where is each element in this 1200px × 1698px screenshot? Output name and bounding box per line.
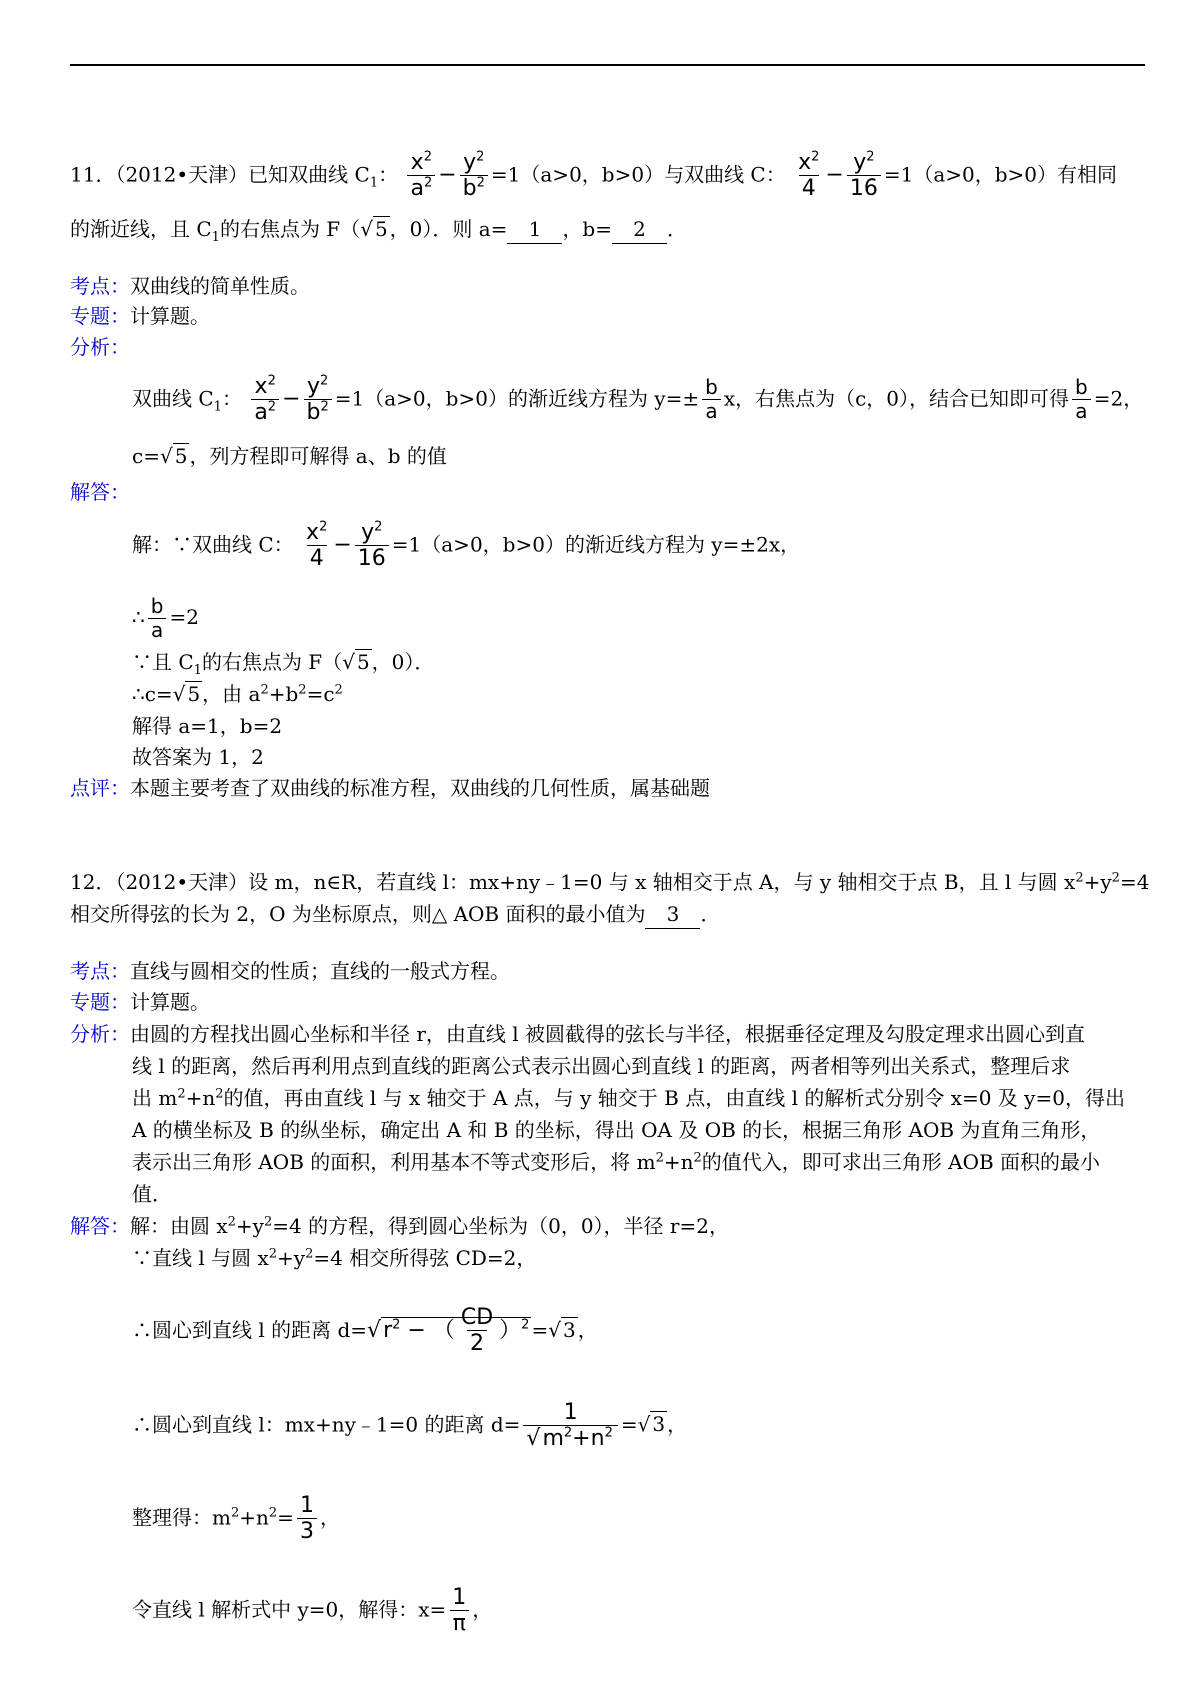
fraction-y2-b2: $\frac{y^2}{b^2}$ xyxy=(460,150,488,202)
q12-fenxi-line2: 线 l 的距离，然后再利用点到直线的距离公式表示出圆心到直线 l 的距离，两者相等列出关系式，整理后求 xyxy=(132,1054,1071,1078)
answer-blank-a: 1 xyxy=(507,215,562,244)
fraction-y2-16: $\frac{y^2}{16}$ xyxy=(847,150,881,202)
q11-jieda-line2: ∴ $\frac{b}{a}$ =2 xyxy=(132,594,199,642)
q11-dianping: 点评：本题主要考查了双曲线的标准方程，双曲线的几何性质，属基础题 xyxy=(70,776,710,800)
q11-kaodian: 考点：双曲线的简单性质。 xyxy=(70,274,310,298)
q11-statement-line2: 的渐近线，且 $C_1$的右焦点为 F（√ 5 ，0）．则 a= 1 ，b= 2 ． xyxy=(70,217,687,245)
q12-jieda-line6: 令直线 l 解析式中 y=0，解得：x= $\frac{1}{\pi}$ ， xyxy=(132,1585,493,1637)
top-rule xyxy=(70,64,1145,66)
fraction-x2-4: $\frac{x^2}{4}$ xyxy=(798,149,820,202)
q12-statement-line2: 相交所得弦的长为 2，O 为坐标原点，则△ AOB 面积的最小值为 3 ． xyxy=(70,900,720,929)
q12-fenxi-line5: 表示出三角形 AOB 的面积，利用基本不等式变形后，将 $m^2+n^2$的值代入，即可求出三角形 AOB 面积的最小 xyxy=(132,1150,1101,1174)
q12-jieda-line1: 解答：解：由圆 $x^2+y^2=4$ 的方程，得到圆心坐标为（0，0），半径 r=2， xyxy=(70,1214,729,1238)
q11-jieda-line3: ∵且 $C_1$的右焦点为 F（√ 5 ，0）． xyxy=(132,650,435,678)
q11-statement-line1: 11．（2012•天津）已知双曲线 $C_1$： $\frac{x^2}{a^2}$ − $\frac{y^2}{b^2}$ =1（a>0，b>0）与双曲线 C： $\frac{x^2}{4}$ − $\frac{y^2}{16}$ =1（a>0，b>0）有相同 xyxy=(70,149,1118,202)
q12-fenxi-line3: 出 $m^2+n^2$的值，再由直线 l 与 x 轴交于 A 点，与 y 轴交于 B 点，由直线 l 的解析式分别令 x=0 及 y=0，得出 xyxy=(132,1086,1125,1110)
q11-jieda-line4: ∴c=√ 5 ，由 $a^2+b^2=c^2$ xyxy=(132,682,343,706)
q12-fenxi-line4: A 的横坐标及 B 的纵坐标，确定出 A 和 B 的坐标，得出 OA 及 OB 的长，根据三角形 AOB 为直角三角形， xyxy=(132,1118,1101,1142)
q12-jieda-line2: ∵直线 l 与圆 $x^2+y^2=4$ 相交所得弦 CD=2， xyxy=(132,1246,537,1270)
q11-fenxi-line1: 双曲线 $C_1$： $\frac{x^2}{a^2}$ − $\frac{y^2}{b^2}$ =1（a>0，b>0）的渐近线方程为 y=± $\frac{b}{a}$ x，右焦点为（c，0），结合已知即可得 $\frac{b}{a}$ =2， xyxy=(132,373,1144,426)
q11-zhuanti: 专题：计算题。 xyxy=(70,304,210,328)
q12-jieda-line5: 整理得：$m^2+n^2=$ $\frac{1}{3}$ ， xyxy=(132,1493,340,1545)
q12-fenxi-line6: 值． xyxy=(132,1182,172,1206)
answer-blank-b: 2 xyxy=(612,215,667,244)
q11-fenxi-label: 分析： xyxy=(70,335,130,359)
q11-jieda-line6: 故答案为 1，2 xyxy=(132,745,264,769)
q11-jieda-label: 解答： xyxy=(70,480,130,504)
q12-jieda-line4: ∴圆心到直线 l：mx+ny﹣1=0 的距离 d= $\frac{1}{√m^2+n^2}$ =√ 3 ， xyxy=(132,1400,688,1452)
q11-fenxi-line2: c=√ 5 ，列方程即可解得 a、b 的值 xyxy=(132,444,447,468)
q12-statement-line1: 12．（2012•天津）设 m，n∈R，若直线 l：mx+ny﹣1=0 与 x 轴相交于点 A，与 y 轴相交于点 B，且 l 与圆 $x^2+y^2=4$ xyxy=(70,870,1150,894)
q12-kaodian: 考点：直线与圆相交的性质；直线的一般式方程。 xyxy=(70,959,510,983)
q12-jieda-line3: ∴圆心到直线 l 的距离 $d=√r^2$ − （ $\frac{CD}{2}$ ）$^2$ =√ 3 ， xyxy=(132,1305,598,1357)
q11-jieda-line5: 解得 a=1，b=2 xyxy=(132,714,283,738)
q11-jieda-line1: 解：∵双曲线 C： $\frac{x^2}{4}$ − $\frac{y^2}{16}$ =1（a>0，b>0）的渐近线方程为 y=±2x， xyxy=(132,519,801,572)
fraction-x2-a2: $\frac{x^2}{a^2}$ xyxy=(407,150,435,202)
answer-blank: 3 xyxy=(645,900,700,929)
q12-zhuanti: 专题：计算题。 xyxy=(70,990,210,1014)
q12-fenxi-line1: 分析：由圆的方程找出圆心坐标和半径 r，由直线 l 被圆截得的弦长与半径，根据垂径定理及勾股定理求出圆心到直 xyxy=(70,1022,1086,1046)
sqrt-expression: $r^2$ − （ $\frac{CD}{2}$ ）$^2$ xyxy=(383,1305,530,1357)
